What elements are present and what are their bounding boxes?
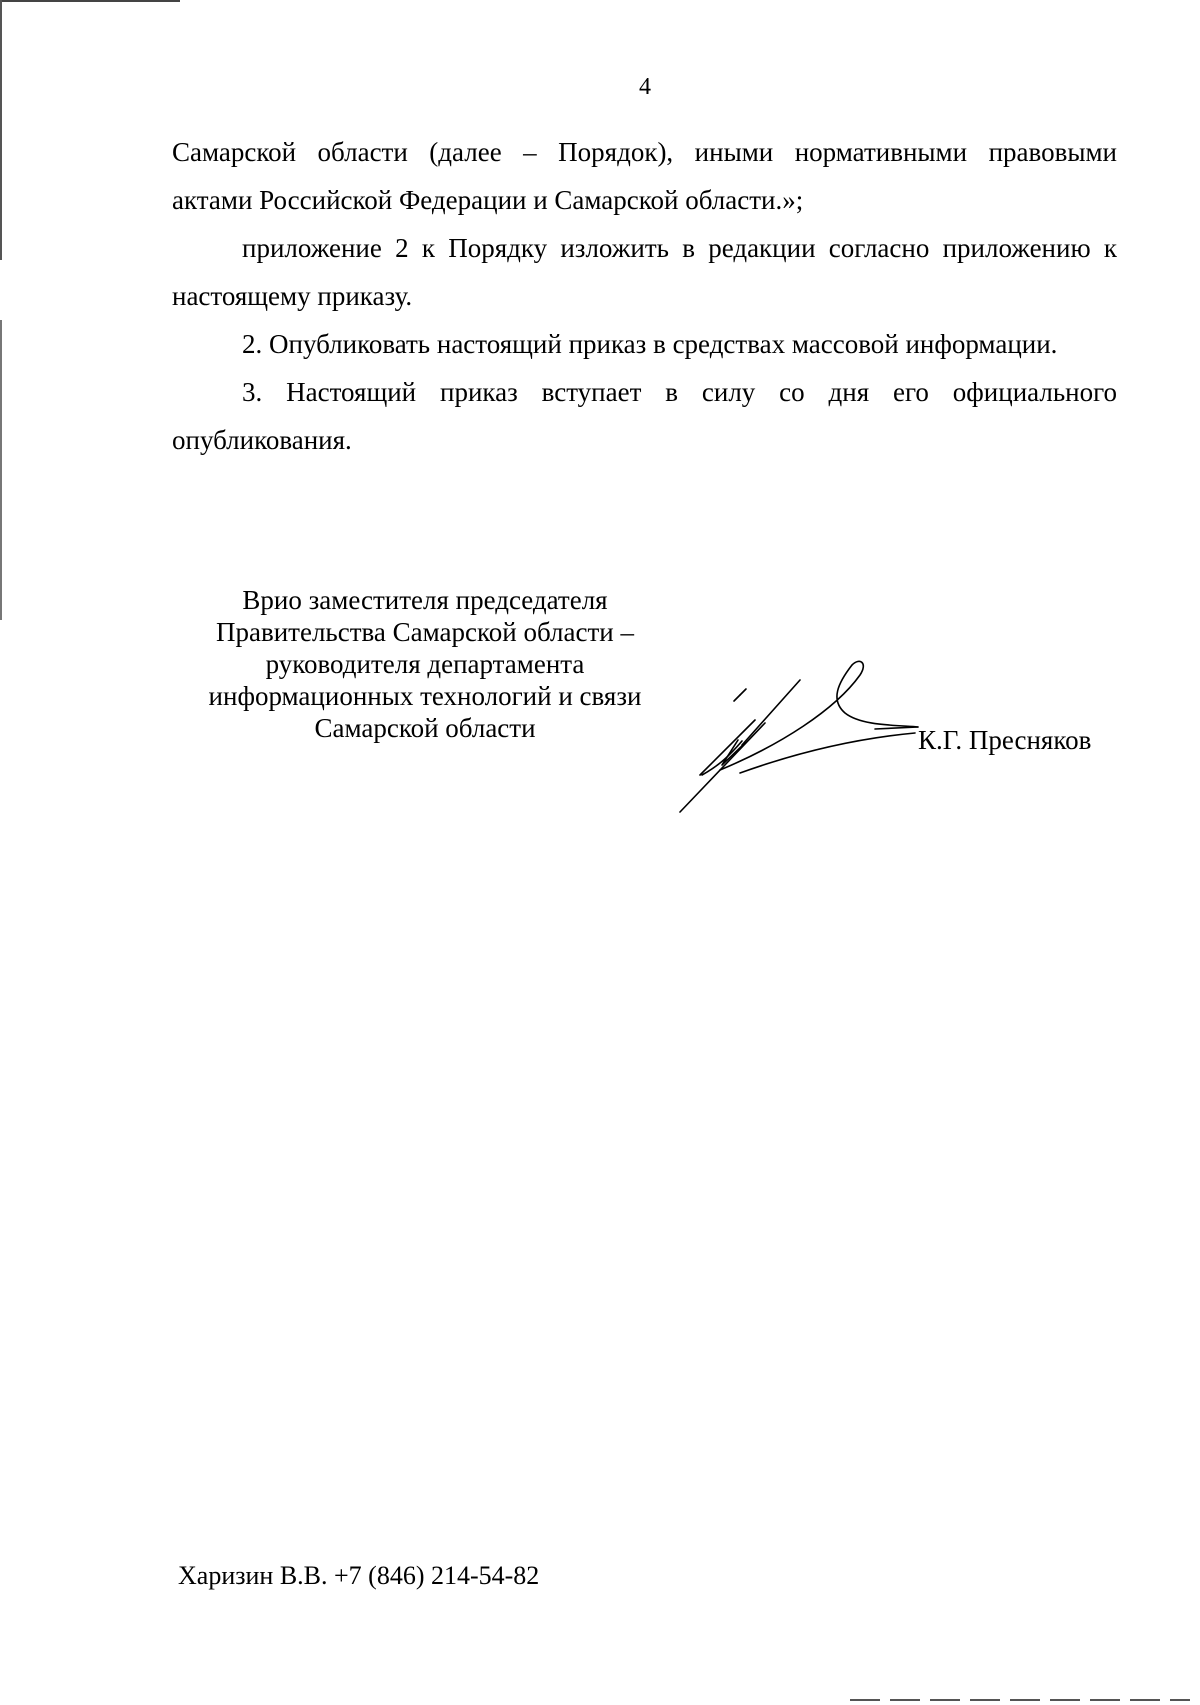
signer-name: К.Г. Пресняков bbox=[918, 725, 1092, 755]
paragraph-3-line-1: 2. Опубликовать настоящий приказ в средствах массовой информации. bbox=[242, 329, 1058, 359]
position-line-3: руководителя департамента bbox=[265, 649, 585, 679]
paragraph-2 bbox=[172, 224, 1117, 320]
paragraph-2-line-2: настоящему приказу. bbox=[172, 281, 413, 311]
paragraph-4-line-1: 3. Настоящий приказ вступает в силу со дня его официального bbox=[242, 377, 1117, 407]
position-line-1: Врио заместителя председателя bbox=[242, 585, 608, 615]
paragraph-4-line-2: опубликования. bbox=[172, 425, 352, 455]
scan-edge-left bbox=[0, 0, 2, 260]
paragraph-4 bbox=[172, 368, 1117, 464]
handwritten-signature-icon bbox=[670, 655, 950, 825]
document-body bbox=[172, 128, 1117, 464]
page-number: 4 bbox=[639, 74, 651, 100]
scan-edge-top bbox=[0, 0, 180, 2]
paragraph-1-line-2: актами Российской Федерации и Самарской области.»; bbox=[172, 185, 804, 215]
scan-edge-left-lower bbox=[0, 320, 2, 620]
position-line-4: информационных технологий и связи bbox=[208, 681, 642, 711]
scan-edge-bottom bbox=[850, 1699, 1190, 1701]
paragraph-1 bbox=[172, 128, 1117, 224]
signatory-position bbox=[180, 584, 670, 744]
executor-contact: Харизин В.В. +7 (846) 214-54-82 bbox=[178, 1561, 540, 1590]
paragraph-3 bbox=[172, 320, 1117, 368]
position-line-2: Правительства Самарской области – bbox=[216, 617, 634, 647]
position-line-5: Самарской области bbox=[314, 713, 536, 743]
paragraph-1-line-1: Самарской области (далее – Порядок), иными нормативными правовыми bbox=[172, 137, 1117, 167]
paragraph-2-line-1: приложение 2 к Порядку изложить в редакции согласно приложению к bbox=[242, 233, 1117, 263]
